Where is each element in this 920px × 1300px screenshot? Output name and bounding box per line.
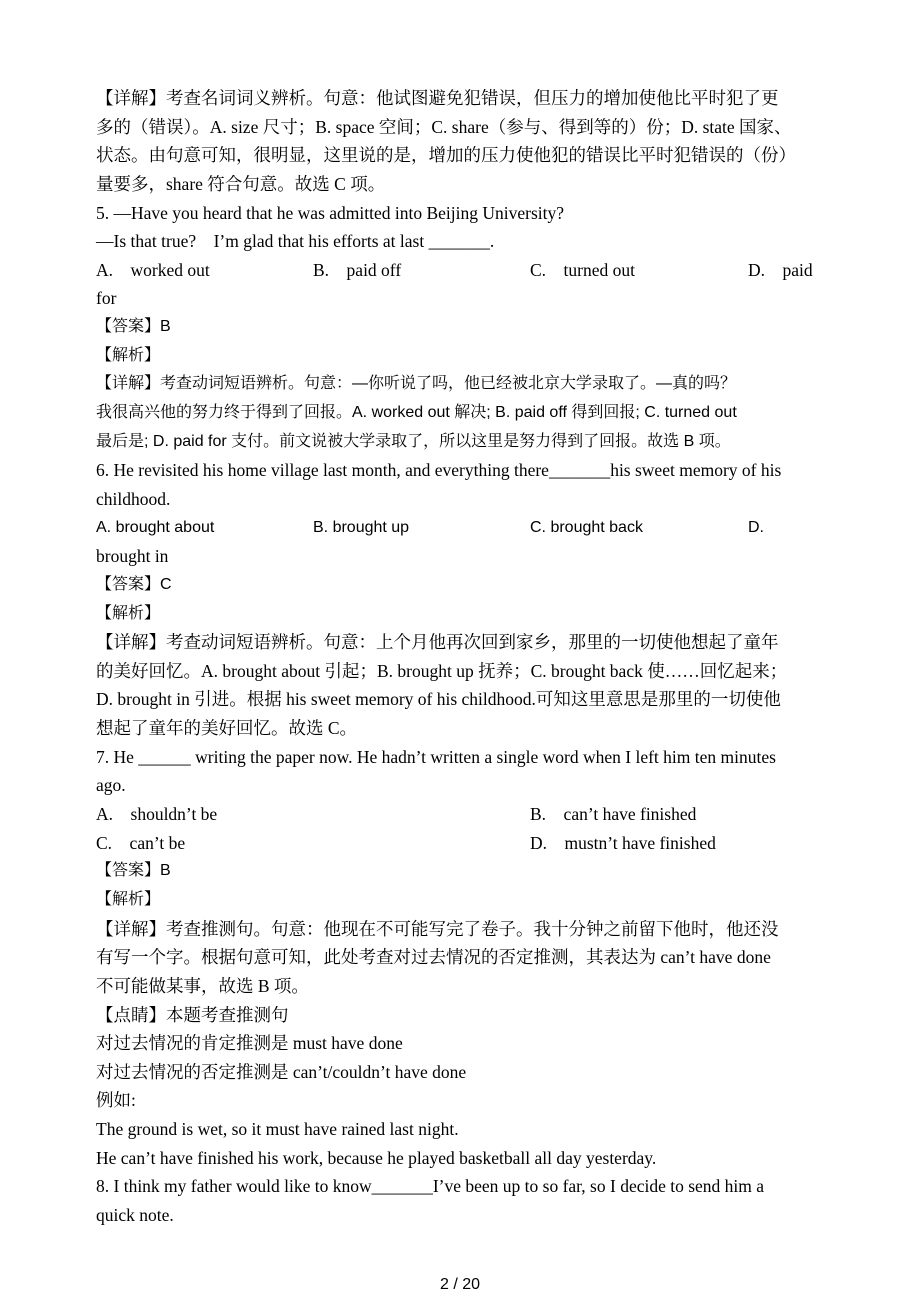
text-line: 量要多，share 符合句意。故选 C 项。 (96, 173, 386, 194)
answer-option: A. shouldn’t be (96, 804, 218, 825)
answer-option: B. paid off (313, 259, 402, 280)
answer-option: B. can’t have finished (530, 804, 697, 825)
answer-option: D. (748, 518, 764, 536)
text-line: 状态。由句意可知，很明显，这里说的是，增加的压力使他犯的错误比平时犯错误的（份） (96, 145, 796, 166)
text-line: 对过去情况的肯定推测是 must have done (96, 1033, 403, 1054)
option-row (96, 800, 831, 829)
answer-option: B. brought up (313, 518, 410, 536)
text-line: 例如: (96, 1090, 136, 1111)
text-line: D. brought in 引进。根据 his sweet memory of his childhood.可知这里意思是那里的一切使他 (96, 689, 781, 710)
text-line: 【详解】考查动词短语辨析。句意：上个月他再次回到家乡，那里的一切使他想起了童年 (96, 632, 779, 653)
text-line: 【答案】B (96, 862, 171, 880)
answer-option: C. can’t be (96, 832, 186, 853)
page-number: 2 / 20 (439, 1276, 481, 1293)
text-line: 7. He ______ writing the paper now. He hadn’t written a single word when I left him ten minutes (96, 746, 776, 767)
text-line: 的美好回忆。A. brought about 引起；B. brought up 抚养；C. brought back 使……回忆起来； (96, 660, 788, 681)
text-line: 想起了童年的美好回忆。故选 C。 (96, 718, 358, 739)
text-line: 5. —Have you heard that he was admitted into Beijing University? (96, 202, 565, 223)
text-line: The ground is wet, so it must have rained last night. (96, 1119, 459, 1140)
text-line: 【答案】C (96, 575, 172, 593)
text-line: quick note. (96, 1204, 174, 1225)
text-line: 对过去情况的否定推测是 can’t/couldn’t have done (96, 1061, 467, 1082)
text-line: brought in (96, 546, 169, 567)
text-line: 最后是; D. paid for 支付。前文说被大学录取了，所以这里是努力得到了回报。故选 B 项。 (96, 432, 731, 450)
text-line: 我很高兴他的努力终于得到了回报。A. worked out 解决; B. paid off 得到回报; C. turned out (96, 404, 737, 422)
answer-option: D. paid (748, 259, 813, 280)
text-line: 有写一个字。根据句意可知，此处考查对过去情况的否定推测，其表达为 can’t have done (96, 947, 771, 968)
text-line: 多的（错误）。A. size 尺寸；B. space 空间；C. share（参与、得到等的）份；D. state 国家、 (96, 116, 792, 137)
text-line: 不可能做某事，故选 B 项。 (96, 975, 309, 996)
answer-option: C. brought back (530, 518, 643, 536)
text-line: He can’t have finished his work, because he played basketball all day yesterday. (96, 1147, 657, 1168)
text-line: 6. He revisited his home village last month, and everything there_______his sweet memory of his (96, 460, 782, 481)
option-row (96, 514, 831, 543)
text-line: 8. I think my father would like to know_______I’ve been up to so far, so I decide to send him a (96, 1176, 765, 1197)
option-row (96, 256, 831, 285)
option-row (96, 829, 831, 858)
answer-option: A. brought about (96, 518, 215, 536)
text-line: 【解析】 (96, 890, 161, 908)
text-line: —Is that true? I’m glad that his efforts at last _______. (96, 231, 495, 252)
text-line: childhood. (96, 488, 171, 509)
answer-option: A. worked out (96, 259, 210, 280)
text-line: 【解析】 (96, 346, 161, 364)
text-line: 【详解】考查推测句。句意：他现在不可能写完了卷子。我十分钟之前留下他时，他还没 (96, 918, 779, 939)
text-line: 【点睛】本题考查推测句 (96, 1004, 289, 1025)
document-page (96, 84, 831, 1230)
text-line: for (96, 288, 117, 309)
text-line: 【详解】考查名词词义辨析。句意：他试图避免犯错误，但压力的增加使他比平时犯了更 (96, 88, 779, 108)
text-line: 【答案】B (96, 318, 171, 336)
text-line: ago. (96, 775, 126, 796)
text-line: 【详解】考查动词短语辨析。句意：—你听说了吗，他已经被北京大学录取了。—真的吗？ (96, 375, 737, 393)
text-line: 【解析】 (96, 604, 161, 622)
answer-option: D. mustn’t have finished (530, 832, 716, 853)
answer-option: C. turned out (530, 259, 635, 280)
